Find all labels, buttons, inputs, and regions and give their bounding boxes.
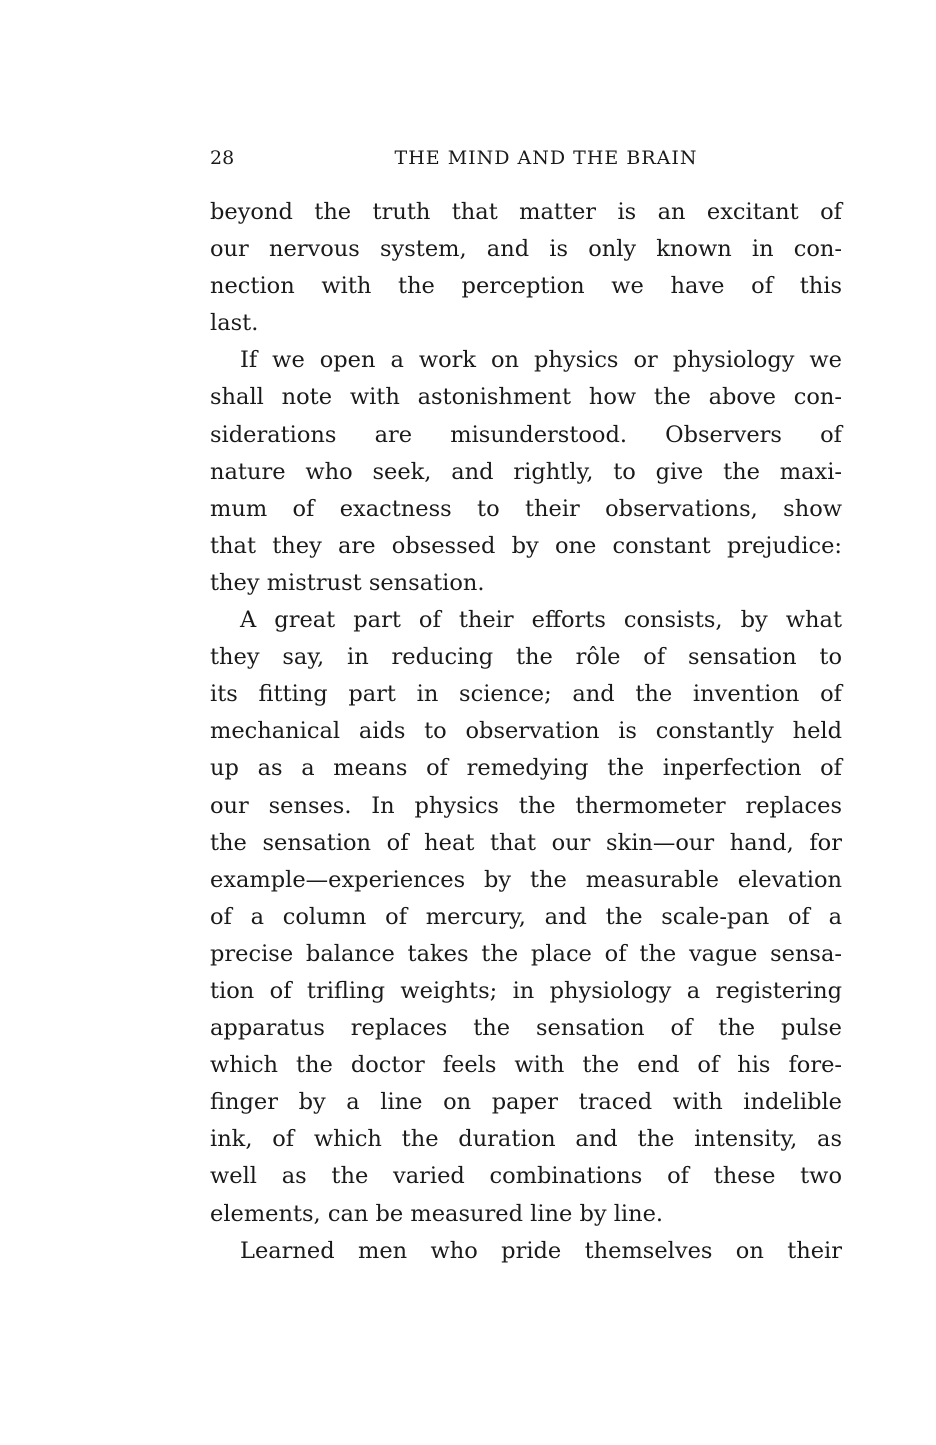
text-line: ink, of which the duration and the intensity, as xyxy=(210,1126,842,1153)
text-line: our nervous system, and is only known in con- xyxy=(210,236,842,263)
text-line: beyond the truth that matter is an excitant of xyxy=(210,199,842,225)
text-line: they mistrust sensation. xyxy=(210,569,485,596)
text-line: example—experiences by the measurable elevation xyxy=(210,866,842,893)
running-header xyxy=(210,147,842,175)
paragraph-start-line: If we open a work on physics or physiology we xyxy=(240,347,842,374)
text-line: which the doctor feels with the end of his fore- xyxy=(210,1052,842,1079)
text-line: well as the varied combinations of these two xyxy=(210,1163,842,1190)
text-line: finger by a line on paper traced with indelible xyxy=(210,1089,842,1116)
text-line: siderations are misunderstood. Observers of xyxy=(210,421,842,448)
text-line: its fitting part in science; and the invention of xyxy=(210,681,842,708)
text-line: nature who seek, and rightly, to give the maxi- xyxy=(210,458,842,485)
running-title: THE MIND AND THE BRAIN xyxy=(394,147,698,169)
text-line: apparatus replaces the sensation of the pulse xyxy=(210,1015,842,1042)
text-line: nection with the perception we have of this xyxy=(210,273,842,300)
page-number: 28 xyxy=(210,147,235,169)
paragraph-start-line: A great part of their efforts consists, by what xyxy=(240,607,842,634)
paragraph-start-line: Learned men who pride themselves on their xyxy=(240,1237,842,1264)
text-line: up as a means of remedying the inperfection of xyxy=(210,755,842,782)
text-line: shall note with astonishment how the above con- xyxy=(210,384,842,411)
text-line: precise balance takes the place of the vague sensa- xyxy=(210,940,842,967)
text-line: mechanical aids to observation is constantly held xyxy=(210,718,842,745)
text-line: that they are obsessed by one constant prejudice: xyxy=(210,532,842,559)
page-body xyxy=(210,194,842,1270)
text-line: elements, can be measured line by line. xyxy=(210,1200,664,1227)
text-line: mum of exactness to their observations, show xyxy=(210,495,842,522)
text-line: our senses. In physics the thermometer replaces xyxy=(210,792,842,819)
text-line: last. xyxy=(210,310,259,337)
text-line: they say, in reducing the rôle of sensation to xyxy=(210,644,842,671)
text-line: of a column of mercury, and the scale-pan of a xyxy=(210,903,842,930)
text-line: tion of trifling weights; in physiology a registering xyxy=(210,977,842,1004)
text-line: the sensation of heat that our skin—our hand, for xyxy=(210,829,842,856)
